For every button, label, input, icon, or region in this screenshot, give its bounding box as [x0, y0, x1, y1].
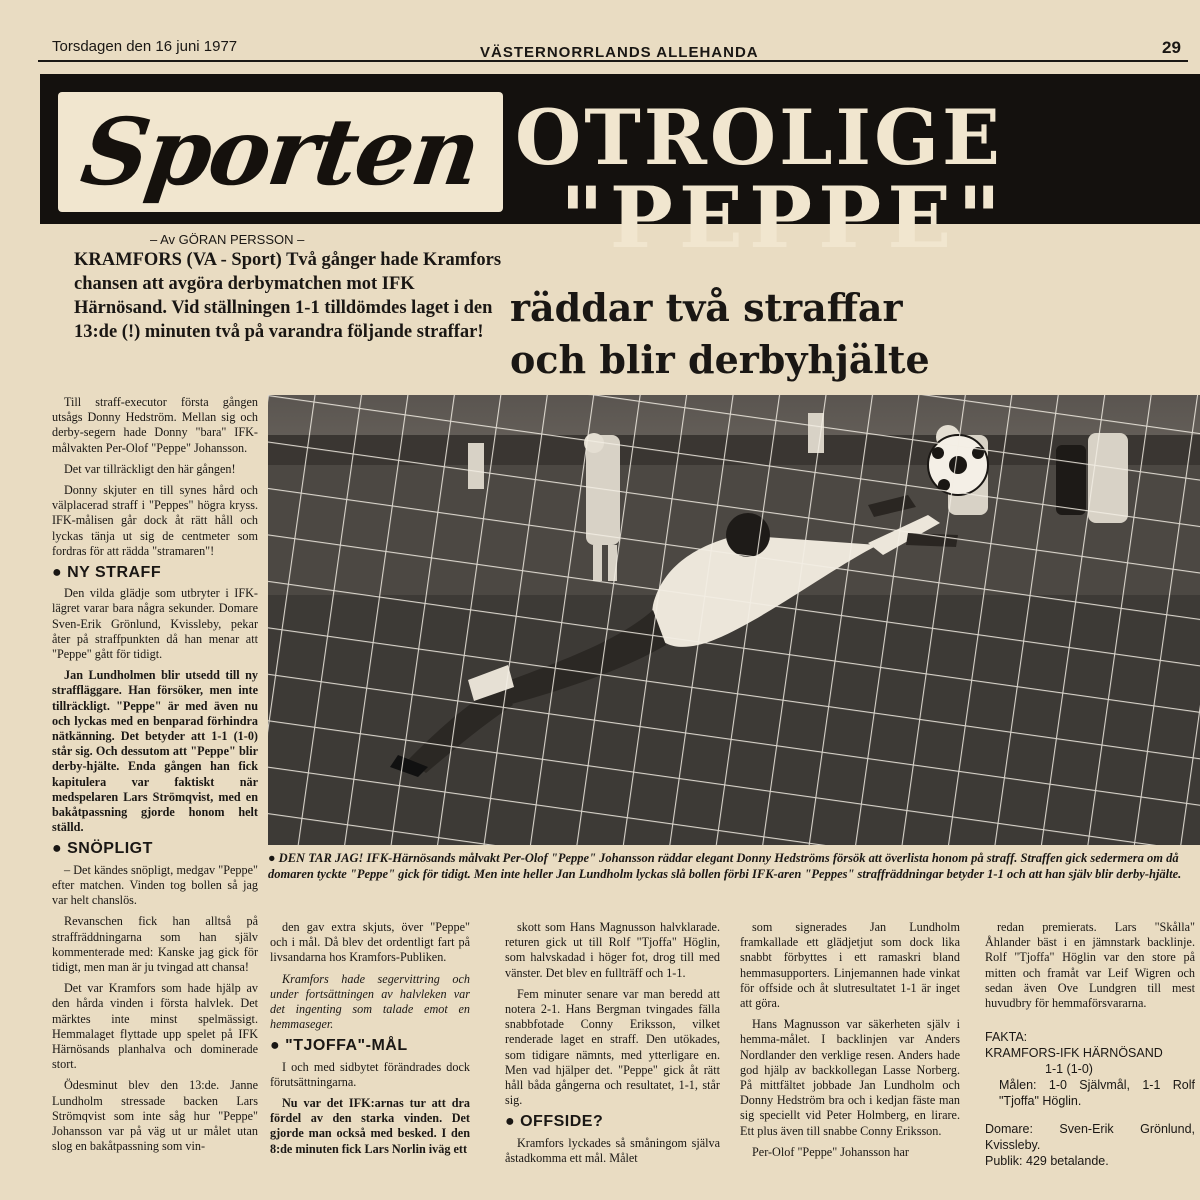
match-photo — [268, 395, 1200, 845]
fakta-match: KRAMFORS-IFK HÄRNÖSAND — [985, 1046, 1163, 1061]
fakta-referee: Domare: Sven-Erik Grönlund, Kvissleby. — [985, 1122, 1195, 1153]
subheadline-line-1: räddar två straffar — [510, 285, 903, 330]
crosshead-tjoffa-mal: ● "TJOFFA"-MÅL — [270, 1037, 408, 1055]
crosshead-ny-straff: ● NY STRAFF — [52, 564, 162, 582]
column-3 — [505, 920, 720, 1172]
issue-date: Torsdagen den 16 juni 1977 — [52, 38, 238, 55]
paragraph: redan premierats. Lars "Skålla" Åhlander bäst i en jämnstark backlinje. Rolf "Tjoffa" Höglin var den store på mitten och framåt var Leif Wigren och sedan även Ove Lundgren till mest huvudbry för hemmaförsvararna. — [985, 920, 1195, 1011]
fakta-label: FAKTA: — [985, 1030, 1028, 1045]
paragraph: – Det kändes snöpligt, medgav "Peppe" efter matchen. Vinden tog bollen så jag var helt chanslös. — [52, 862, 258, 908]
newspaper-name: VÄSTERNORRLANDS ALLEHANDA — [480, 44, 759, 61]
fakta-box — [985, 1029, 1195, 1169]
column-2 — [270, 920, 470, 1163]
paragraph: som signerades Jan Lundholm framkallade ett glädjetjut som dock lika snabbt förbyttes i ett ramaskri bland hemmasupporters. Linjemannen hade vinkat för offside och åt slutresultatet 1-1 är inget att göra. — [740, 920, 960, 1011]
page-number: 29 — [1162, 38, 1181, 57]
paragraph: skott som Hans Magnusson halvklarade. returen gick ut till Rolf "Tjoffa" Höglin, som halvskadad i höger fot, drog till med vänster. Det blev en fullträff och 1-1. — [505, 920, 720, 980]
subheadline — [510, 282, 1200, 386]
paragraph: Hans Magnusson var säkerheten själv i hemma-målet. I backlinjen var Anders Nordlander den verklige resen. Anders hade god hjälp av backkollegan Lasse Norberg. På mittfältet jobbade Jan Lundholm och Donny Hedström bra och i kedjan fäste man sig speciellt vid Peter Holmberg, en lirare. Ett plus även till snabbe Conny Eriksson. — [740, 1017, 960, 1138]
headline-line-2: "PEPPE" — [560, 168, 1008, 267]
paragraph: Ödesminut blev den 13:de. Janne Lundholm stressade backen Lars Strömqvist som inte såg hur "Peppe" Johansson var på väg ut ur målet utan slog en bakåtpassning som vin- — [52, 1078, 258, 1154]
paragraph: den gav extra skjuts, över "Peppe" och i mål. Då blev det ordentligt fart på livsandarna hos Kramfors-Publiken. — [270, 920, 470, 965]
lede-paragraph: KRAMFORS (VA - Sport) Två gånger hade Kramfors chansen att avgöra derbymatchen mot IFK Härnösand. Vid ställningen 1-1 tilldömdes laget i den 13:de (!) minuten två på varandra följande straffar! — [74, 250, 502, 342]
paragraph: Per-Olof "Peppe" Johansson har — [752, 1144, 909, 1159]
byline: – Av GÖRAN PERSSON – — [150, 232, 305, 247]
paragraph: Till straff-executor första gången utsågs Donny Hedström. Mellan sig och derby-segern hade Donny "bara" IFK-målvakten Per-Olof "Peppe" Johansson. — [52, 395, 258, 455]
paragraph: Revanschen fick han alltså på straffräddningarna som han själv kommenterade med: Kanske jag gick för tidigt, men man är ju tvingad att chansa! — [52, 914, 258, 974]
section-title: Sporten — [75, 98, 486, 206]
paragraph: I och med sidbytet förändrades dock förutsättningarna. — [270, 1059, 470, 1089]
paragraph: Den vilda glädje som utbryter i IFK-lägret varar bara några sekunder. Domare Sven-Erik Grönlund, Kvissleby, pekar åter på straffpunkten då han menar att "Peppe" gått för tidigt. — [52, 586, 258, 662]
paragraph: Kramfors lyckades så småningom själva åstadkomma ett mål. Målet — [505, 1135, 720, 1165]
crosshead-offside: ● OFFSIDE? — [505, 1113, 604, 1131]
paragraph: Det var Kramfors som hade hjälp av den hårda vinden i första halvlek. Det märktes inte minst spelmässigt. Hemmalaget flyttade upp spelet på IFK Härnösands planhalva och dominerade stort. — [52, 981, 258, 1072]
paragraph: Jan Lundholmen blir utsedd till ny straffläggare. Han försöker, men inte tillräckligt. "Peppe" är med även nu och lyckas med en benparad förhindra nätkänning. Det betyder att 1-1 (1-0) står sig. Och dessutom att "Peppe" blir derby-hjälte. Enda gången han fick kapitulera var faktiskt när medspelaren Lars Strömqvist, med en bakåtpassning gjorde honom helt ställd. — [52, 668, 258, 835]
fakta-goals: Målen: 1-0 Självmål, 1-1 Rolf "Tjoffa" Höglin. — [999, 1078, 1195, 1109]
fakta-score: 1-1 (1-0) — [1045, 1062, 1093, 1077]
column-4 — [740, 920, 960, 1166]
paragraph: Fem minuter senare var man beredd att notera 2-1. Hans Bergman tvingades fälla snabbfotade Conny Eriksson, vilket renderade laget en straff. Den utökades, som tidigare nämnts, med ytterligare en. Men vad hjälper det. "Peppe" gick åt rätt håll båda gångerna och resultatet, 1-1, står sig. — [505, 986, 720, 1108]
crosshead-snopligt: ● SNÖPLIGT — [52, 840, 153, 858]
column-1 — [52, 395, 258, 1160]
fakta-attendance: Publik: 429 betalande. — [985, 1154, 1109, 1169]
paragraph: Kramfors hade segervittring och under fortsättningen av halvleken var det ingenting som talade emot en hemmaseger. — [270, 971, 470, 1032]
goalkeeper-save-image — [268, 395, 1200, 845]
subheadline-line-2: och blir derbyhjälte — [510, 337, 930, 382]
paragraph: Det var tillräckligt den här gången! — [64, 461, 236, 476]
paragraph: Donny skjuter en till synes hård och välplacerad straff i "Peppes" högra kryss. IFK-målisen går dock åt rätt håll och lyckas tänja ut sig de centmeter som fordras för att rädda "stramaren"! — [52, 483, 258, 558]
header-rule — [38, 60, 1188, 62]
photo-caption: ● DEN TAR JAG! IFK-Härnösands målvakt Per-Olof "Peppe" Johansson räddar elegant Donny Hedströms försök att överlista honom på straff. Straffen gick sedermera om då domaren tyckte "Peppe" gick för tidigt. Men inte heller Jan Lundholm lyckas slå bollen förbi IFK-aren "Peppes" straffräddningar betyder 1-1 och att han själv blir derby-hjälte. — [268, 851, 1182, 881]
headline-line-1: OTROLIGE — [515, 93, 1003, 182]
paragraph: Nu var det IFK:arnas tur att dra fördel av den starka vinden. Det gjorde man också med besked. I den 8:de minuten fick Lars Norlin iväg ett — [270, 1096, 470, 1156]
section-logo — [58, 92, 503, 212]
column-5 — [985, 920, 1195, 1169]
